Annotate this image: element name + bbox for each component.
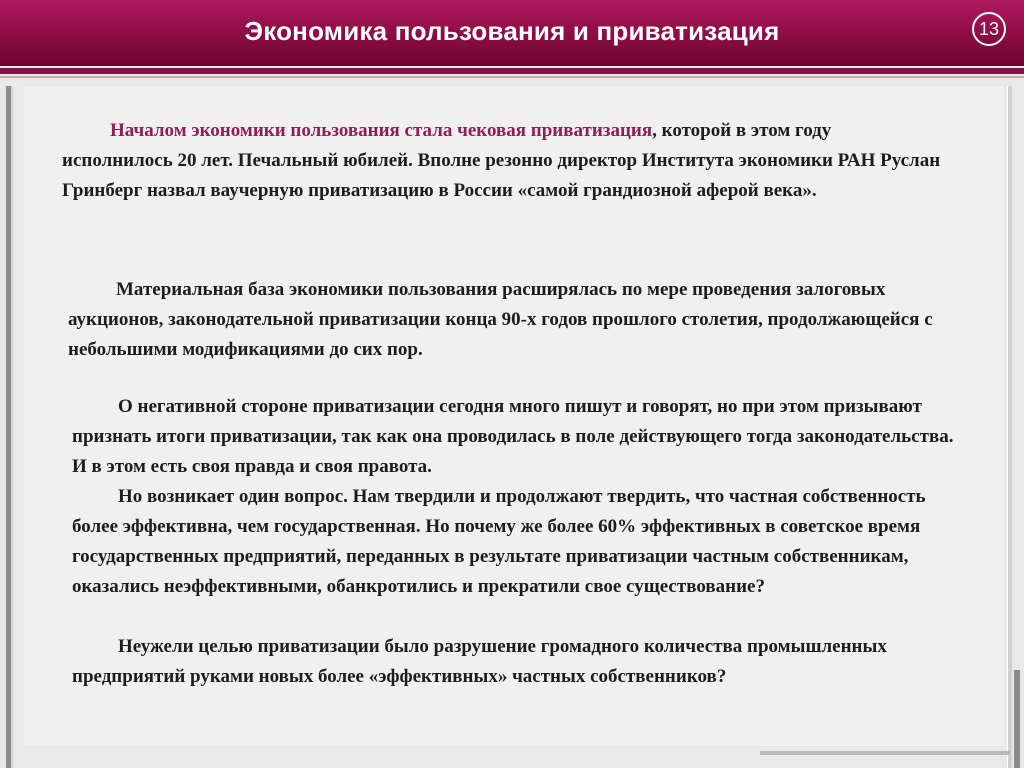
paragraph-2-text: Материальная база экономики пользования расширялась по мере проведения залоговых аукционов, законодательной приватизации конца 90-х годов прошлого столетия, продолжающейся с небольшими модификациями до сих пор. bbox=[68, 279, 933, 360]
slide-number-badge: 13 bbox=[972, 12, 1006, 46]
paragraph-5 bbox=[72, 632, 952, 692]
frame-left-bar bbox=[6, 86, 13, 768]
paragraph-1 bbox=[62, 116, 942, 206]
header-divider bbox=[0, 68, 1024, 74]
paragraph-4 bbox=[72, 482, 972, 602]
paragraph-5-text: Неужели целью приватизации было разрушение громадного количества промышленных предприятий руками новых более «эффективных» частных собственников? bbox=[72, 636, 887, 687]
frame-right-accent bbox=[1014, 670, 1020, 768]
paragraph-2 bbox=[68, 275, 948, 365]
frame-bottom-bar bbox=[760, 751, 1010, 755]
paragraph-1-text: , которой в этом году исполнилось 20 лет. Печальный юбилей. Вполне резонно директор Института экономики РАН Руслан Гринберг назвал ваучерную приватизацию в России «самой грандиозной аферой века». bbox=[62, 120, 941, 201]
paragraph-3-text: О негативной стороне приватизации сегодня много пишут и говорят, но при этом призывают признать итоги приватизации, так как она проводилась в поле действующего тогда законодательства. И в этом есть своя правда и своя правота. bbox=[72, 396, 954, 477]
paragraph-1-highlight: Началом экономики пользования стала чековая приватизация bbox=[110, 120, 653, 141]
slide-title: Экономика пользования и приватизация bbox=[244, 16, 780, 46]
paragraph-3 bbox=[72, 392, 972, 482]
frame-right-bar bbox=[1007, 86, 1012, 768]
paragraph-4-text: Но возникает один вопрос. Нам твердили и продолжают твердить, что частная собственность более эффективна, чем государственная. Но почему же более 60% эффективных в советское время государственных предприятий, переданных в результате приватизации частным собственникам, оказались неэффективными, обанкротились и прекратили свое существование? bbox=[72, 486, 926, 597]
header-divider-thin bbox=[0, 76, 1024, 78]
